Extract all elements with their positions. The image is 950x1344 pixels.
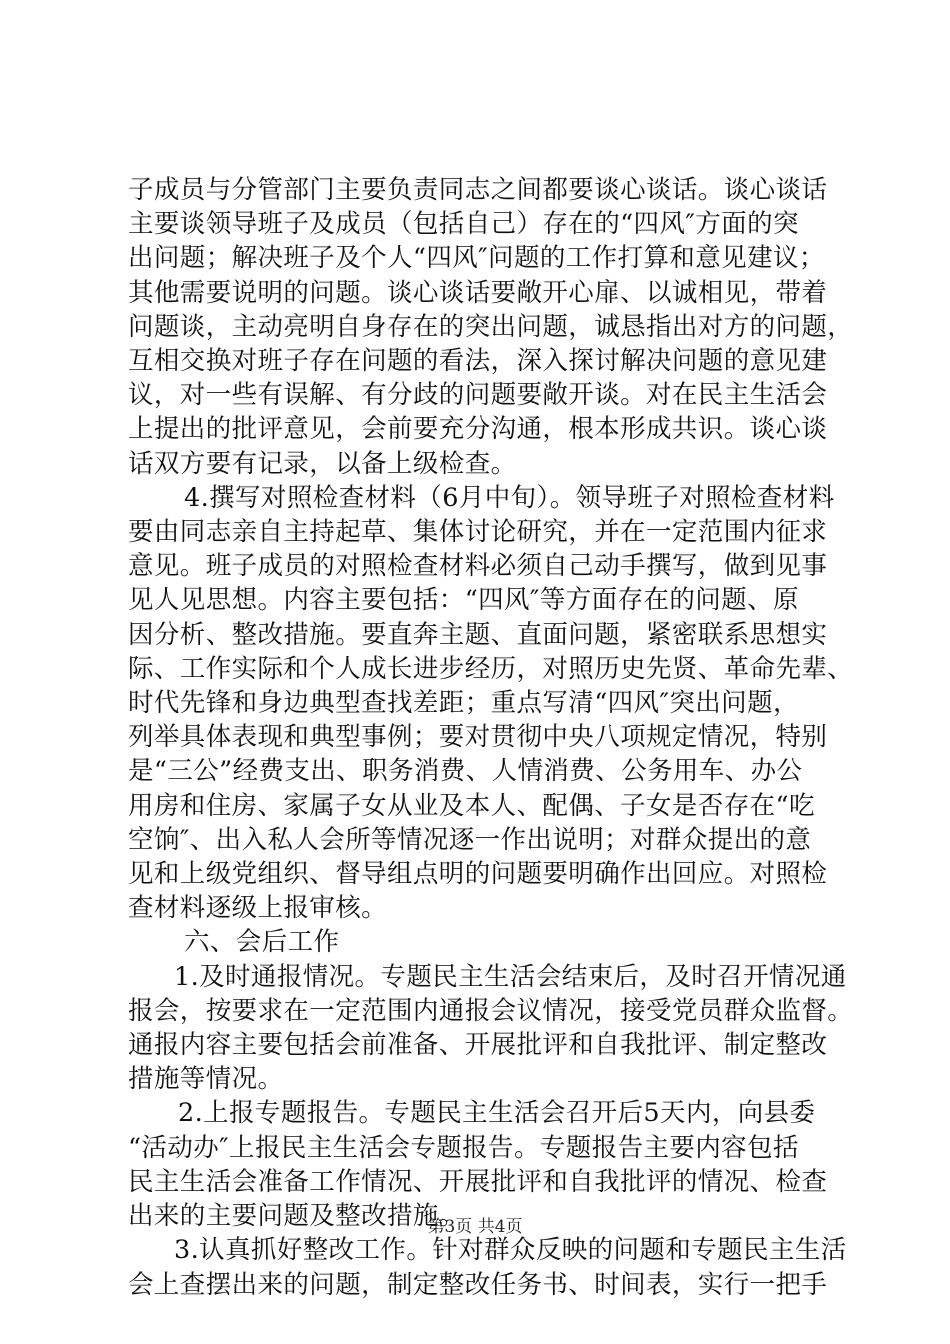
text-line: 其他需要说明的问题。谈心谈话要敞开心扉、以诚相见，带着 (128, 277, 828, 308)
text-line: 会上查摆出来的问题，制定整改任务书、时间表，实行一把手 (128, 1269, 828, 1300)
text-line: 议，对一些有误解、有分歧的问题要敞开谈。对在民主生活会 (128, 380, 828, 411)
paragraph-start-line: 4.撰写对照检查材料（6月中旬）。领导班子对照检查材料 (184, 482, 835, 513)
text-line: 子成员与分管部门主要负责同志之间都要谈心谈话。谈心谈话 (128, 175, 828, 205)
text-line: 话双方要有记录，以备上级检查。 (128, 448, 517, 479)
paragraph-start-line: 2.上报专题报告。专题民主生活会召开后5天内，向县委 (178, 1098, 816, 1129)
text-line: 出来的主要问题及整改措施。 (128, 1201, 465, 1232)
page-number-footer: 第3页 共4页 (427, 1217, 523, 1237)
text-line: 主要谈领导班子及成员（包括自己）存在的“四风″方面的突 (128, 209, 799, 240)
section-heading: 六、会后工作 (184, 927, 340, 958)
document-body (128, 173, 854, 1302)
text-line: 报会，按要求在一定范围内通报会议情况，接受党员群众监督。 (128, 995, 854, 1026)
text-line: “活动办″上报民主生活会专题报告。专题报告主要内容包括 (128, 1132, 799, 1163)
text-line: 意见。班子成员的对照检查材料必须自己动手撰写，做到见事 (128, 551, 828, 582)
text-line: 用房和住房、家属子女从业及本人、配偶、子女是否存在“吃 (128, 790, 815, 821)
paragraph-start-line: 1.及时通报情况。专题民主生活会结束后，及时召开情况通 (174, 961, 847, 992)
text-line: 因分析、整改措施。要直奔主题、直面问题，紧密联系思想实 (128, 619, 828, 650)
text-line: 空饷″、出入私人会所等情况逐一作出说明；对群众提出的意 (128, 824, 812, 855)
text-line: 措施等情况。 (128, 1064, 284, 1095)
text-line: 见和上级党组织、督导组点明的问题要明确作出回应。对照检 (128, 859, 828, 890)
text-line: 通报内容主要包括会前准备、开展批评和自我批评、制定整改 (128, 1030, 828, 1061)
paragraph-start-line: 3.认真抓好整改工作。针对群众反映的问题和专题民主生活 (174, 1235, 847, 1266)
text-line: 时代先锋和身边典型查找差距；重点写清“四风″突出问题， (128, 688, 799, 719)
text-line: 上提出的批评意见，会前要充分沟通，根本形成共识。谈心谈 (128, 414, 828, 445)
text-line: 出问题；解决班子及个人“四风″问题的工作打算和意见建议； (128, 243, 825, 274)
text-line: 际、工作实际和个人成长进步经历，对照历史先贤、革命先辈、 (128, 653, 854, 684)
text-line: 民主生活会准备工作情况、开展批评和自我批评的情况、检查 (128, 1166, 828, 1197)
text-line: 见人见思想。内容主要包括：“四风″等方面存在的问题、原 (128, 585, 799, 616)
text-line: 查材料逐级上报审核。 (128, 893, 388, 924)
text-line: 列举具体表现和典型事例；要对贯彻中央八项规定情况，特别 (128, 722, 828, 753)
text-line: 要由同志亲自主持起草、集体讨论研究，并在一定范围内征求 (128, 517, 828, 548)
text-line: 是“三公”经费支出、职务消费、人情消费、公务用车、办公 (128, 756, 803, 787)
text-line: 互相交换对班子存在问题的看法，深入探讨解决问题的意见建 (128, 346, 828, 377)
text-line: 问题谈，主动亮明自身存在的突出问题，诚恳指出对方的问题， (128, 311, 854, 342)
